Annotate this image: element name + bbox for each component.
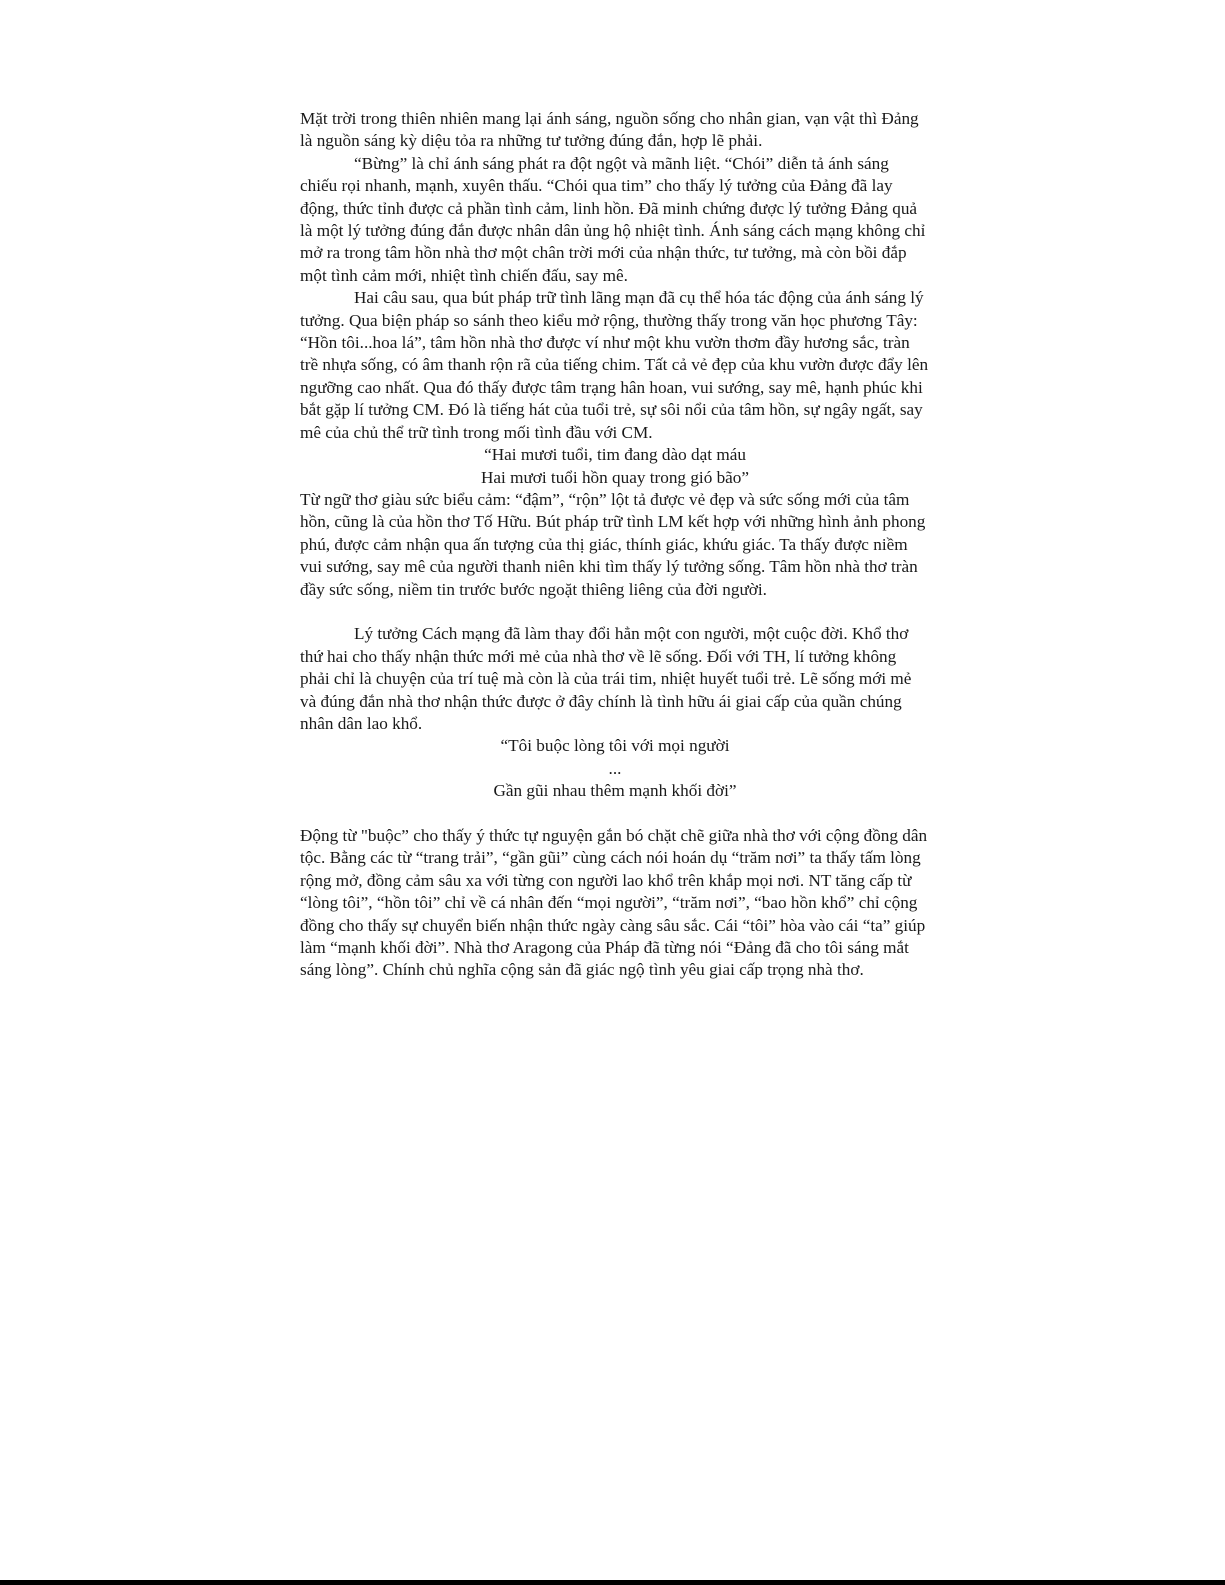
document-body xyxy=(300,108,930,982)
paragraph-two-lines-after: Hai câu sau, qua bút pháp trữ tình lãng mạn đã cụ thể hóa tác động của ánh sáng lý tưởng. Qua biện pháp so sánh theo kiểu mở rộng, thường thấy trong văn học phương Tây: “Hồn tôi...hoa lá”, tâm hồn nhà thơ được ví như một khu vườn thơm đầy hương sắc, tràn trề nhựa sống, có âm thanh rộn rã của tiếng chim. Tất cả vẻ đẹp của khu vườn được đẩy lên ngưỡng cao nhất. Qua đó thấy được tâm trạng hân hoan, vui sướng, say mê, hạnh phúc khi bắt gặp lí tưởng CM. Đó là tiếng hát của tuổi trẻ, sự sôi nổi của tâm hồn, sự ngây ngất, say mê của chủ thể trữ tình trong mối tình đầu với CM. xyxy=(300,288,929,442)
verse-ellipsis: ... xyxy=(608,758,622,778)
verse-line: “Hai mươi tuổi, tim đang dào dạt máu xyxy=(484,445,746,465)
bottom-edge-rule xyxy=(0,1580,1225,1585)
verse-quote-hai-muoi-tuoi xyxy=(300,444,930,489)
paragraph-revolution-ideal: Lý tưởng Cách mạng đã làm thay đổi hẳn một con người, một cuộc đời. Khổ thơ thứ hai cho thấy nhận thức mới mẻ của nhà thơ về lẽ sống. Đối với TH, lí tưởng không phải chỉ là chuyện của trí tuệ mà còn là của trái tim, nhiệt huyết tuổi trẻ. Lẽ sống mới mẻ và đúng đắn nhà thơ nhận thức được ở đây chính là tình hữu ái giai cấp của quần chúng nhân dân lao khổ. xyxy=(300,624,912,733)
verse-line: Hai mươi tuổi hồn quay trong gió bão” xyxy=(480,467,750,487)
verse-line: Gần gũi nhau thêm mạnh khối đời” xyxy=(493,781,737,801)
verse-quote-toi-buoc-long xyxy=(300,735,930,802)
paragraph-spacer xyxy=(300,803,930,825)
paragraph-verb-buoc: Động từ "buộc” cho thấy ý thức tự nguyện gắn bó chặt chẽ giữa nhà thơ với cộng đồng dân tộc. Bằng các từ “trang trải”, “gần gũi” cùng cách nói hoán dụ “trăm nơi” ta thấy tấm lòng rộng mở, đồng cảm sâu xa với từng con người lao khổ trên khắp mọi nơi. NT tăng cấp từ “lòng tôi”, “hồn tôi” chỉ về cá nhân đến “mọi người”, “trăm nơi”, “bao hồn khổ” chỉ cộng đồng cho thấy sự chuyển biến nhận thức ngày càng sâu sắc. Cái “tôi” hòa vào cái “ta” giúp làm “mạnh khối đời”. Nhà thơ Aragong của Pháp đã từng nói “Đảng đã cho tôi sáng mắt sáng lòng”. Chính chủ nghĩa cộng sản đã giác ngộ tình yêu giai cấp trọng nhà thơ. xyxy=(300,825,928,980)
paragraph-sun-metaphor: Mặt trời trong thiên nhiên mang lại ánh sáng, nguồn sống cho nhân gian, vạn vật thì Đảng là nguồn sáng kỳ diệu tỏa ra những tư tưởng đúng đắn, hợp lẽ phải. xyxy=(300,109,919,151)
paragraph-expressive-words: Từ ngữ thơ giàu sức biểu cảm: “đậm”, “rộn” lột tả được vẻ đẹp và sức sống mới của tâm hồn, cũng là của hồn thơ Tố Hữu. Bút pháp trữ tình LM kết hợp với những hình ảnh phong phú, được cảm nhận qua ấn tượng của thị giác, thính giác, khứu giác. Ta thấy được niềm vui sướng, say mê của người thanh niên khi tìm thấy lý tưởng sống. Tâm hồn nhà thơ tràn đầy sức sống, niềm tin trước bước ngoặt thiêng liêng của đời người. xyxy=(300,489,926,599)
verse-line: “Tôi buộc lòng tôi với mọi người xyxy=(500,736,730,756)
paragraph-bung-choi: “Bừng” là chỉ ánh sáng phát ra đột ngột và mãnh liệt. “Chói” diễn tả ánh sáng chiếu rọi nhanh, mạnh, xuyên thấu. “Chói qua tim” cho thấy lý tưởng của Đảng đã lay động, thức tỉnh được cả phần tình cảm, linh hồn. Đã minh chứng được lý tưởng Đảng quả là một lý tưởng đúng đắn được nhân dân ủng hộ nhiệt tình. Ánh sáng cách mạng không chỉ mở ra trong tâm hồn nhà thơ một chân trời mới của nhận thức, tư tưởng, mà còn bồi đắp một tình cảm mới, nhiệt tình chiến đấu, say mê. xyxy=(300,153,926,285)
paragraph-spacer xyxy=(300,601,930,623)
